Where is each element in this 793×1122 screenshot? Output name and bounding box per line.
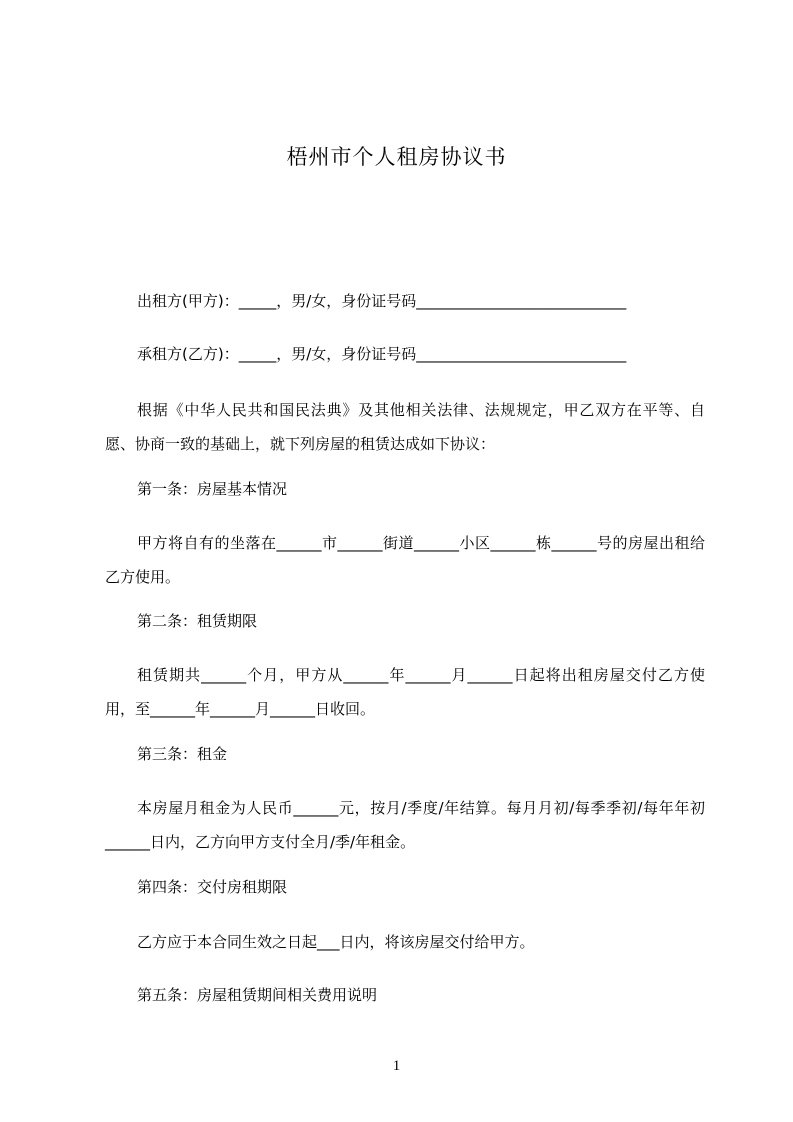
document-title: 梧州市个人租房协议书 xyxy=(286,145,507,169)
article-1-heading: 第一条：房屋基本情况 xyxy=(137,480,288,498)
article-3-heading: 第三条：租金 xyxy=(137,745,228,763)
article-4-body: 乙方应于本合同生效之日起___日内，将该房屋交付给甲方。 xyxy=(137,933,535,951)
article-2-body: 租赁期共______个月，甲方从______年______月______日起将出租房屋交付乙方使用，至______年______月______日收回。 xyxy=(105,666,705,718)
party-b-line: 承租方(乙方)：_____，男/女，身份证号码____________________________ xyxy=(137,345,627,363)
article-1-body: 甲方将自有的坐落在______市______街道______小区______栋______号的房屋出租给乙方使用。 xyxy=(105,534,705,586)
article-3-body: 本房屋月租金为人民币______元，按月/季度/年结算。每月月初/每季季初/每年年初______日内，乙方向甲方支付全月/季/年租金。 xyxy=(105,799,705,851)
preamble-paragraph: 根据《中华人民共和国民法典》及其他相关法律、法规规定，甲乙双方在平等、自愿、协商一致的基础上，就下列房屋的租赁达成如下协议： xyxy=(105,401,705,453)
article-2-heading: 第二条：租赁期限 xyxy=(137,612,258,630)
page-number: 1 xyxy=(392,1058,401,1074)
article-4-heading: 第四条：交付房租期限 xyxy=(137,878,288,896)
article-5-heading: 第五条：房屋租赁期间相关费用说明 xyxy=(137,986,378,1004)
party-a-line: 出租方(甲方)：_____，男/女，身份证号码____________________________ xyxy=(137,292,627,310)
